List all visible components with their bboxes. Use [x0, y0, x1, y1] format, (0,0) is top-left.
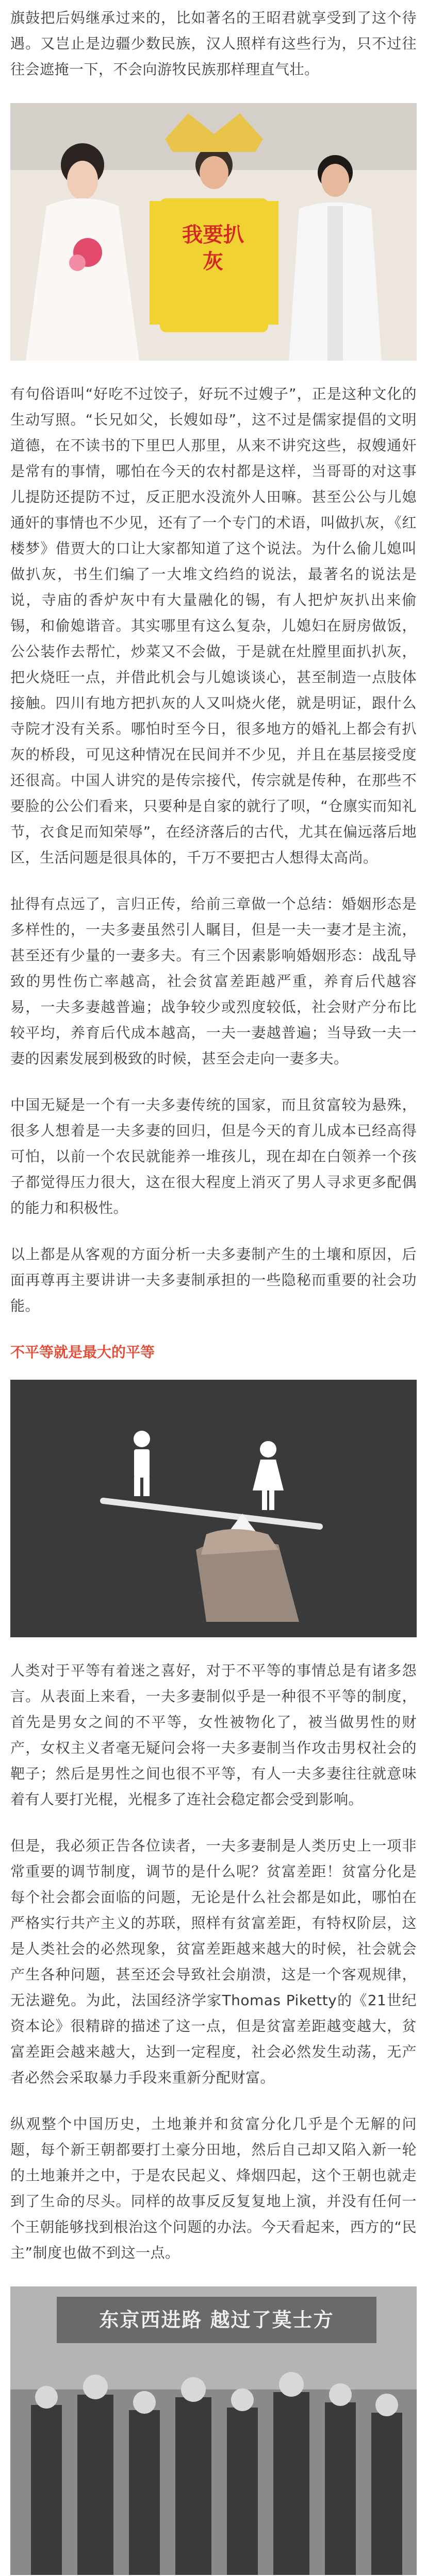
paragraph-6: 但是，我必须正告各位读者，一夫多妻制是人类历史上一项非常重要的调节制度，调节的是什么呢？贫富差距！贫富分化是每个社会都会面临的问题，无论是什么社会都是如此，哪怕在严格实行共产主义的苏联，照样有贫富差距，有特权阶层，这是人类社会的必然现象，贫富差距越来越大的时候，社会就会产生各种问题，甚至还会导致社会崩溃，这是一个客观规律，无法避免。为此，法国经济学家Thomas Piketty的《21世纪资本论》很精辟的描述了这一点，但是贫富差距越变越大，贫富差距会越来越大，达到一定程度，社会必然发生动荡，无产者必然会采取暴力手段来重新分配财富。	[10, 1837, 417, 2086]
wedding-photo	[10, 103, 417, 361]
paragraph-7: 纵观整个中国历史，土地兼并和贫富分化几乎是个无解的问题，每个新王朝都要打土豪分田地，然后自己却又陷入新一轮的土地兼并之中，于是农民起义、烽烟四起，这个王朝也就走到了生命的尽头。同样的故事反反复复地上演，并没有任何一个王朝能够找到根治这个问题的办法。今天看起来，西方的“民主”制度也做不到这一点。	[10, 2115, 417, 2261]
paragraph-3: 中国无疑是一个有一夫多妻传统的国家，而且贫富较为悬殊，很多人想着是一夫多妻的回归，但是今天的育儿成本已经高得可怕，以前一个农民就能养一堆孩儿，现在却在白领养一个孩子都觉得压力很大，这在很大程度上消灭了男人寻求更多配偶的能力和积极性。	[10, 1096, 417, 1216]
intro-paragraph: 旗鼓把后妈继承过来的，比如著名的王昭君就享受到了这个待遇。又岂止是边疆少数民族，汉人照样有这些行为，只不过往往会遮掩一下，不会向游牧民族那样理直气壮。	[10, 9, 417, 78]
sign-text: 我要扒灰	[182, 223, 244, 274]
film-banner-text: 东京西进路 越过了莫士方	[99, 2309, 334, 2331]
paragraph-4: 以上都是从客观的方面分析一夫多妻制产生的土壤和原因，后面再尊再主要讲讲一夫多妻制承担的一些隐秘而重要的社会功能。	[10, 1246, 417, 1314]
balance-illustration	[10, 1380, 417, 1637]
film-still-photo	[10, 2286, 417, 2575]
balance-scale-photo	[10, 1380, 417, 1637]
article	[10, 0, 417, 2576]
paragraph-2: 扯得有点远了，言归正传，给前三章做一个总结：婚姻形态是多样性的，一夫多妻虽然引人瞩目，但是一夫一妻才是主流，甚至还有少量的一妻多夫。有三个因素影响婚姻形态：战乱导致的男性伤亡率越高，社会贫富差距越严重，养育后代越容易，一夫多妻越普遍；战争较少或烈度较低，社会财产分布比较平均，养育后代成本越高，一夫一妻越普遍；当导致一夫一妻的因素发展到极致的时候，甚至会走向一妻多夫。	[10, 895, 417, 1067]
paragraph-5: 人类对于平等有着迷之喜好，对于不平等的事情总是有诸多怨言。从表面上来看，一夫多妻制似乎是一种很不平等的制度，首先是男女之间的不平等，女性被物化了，被当做男性的财产，女权主义者毫无疑问会将一夫多妻制当作攻击男权社会的靶子；然后是男性之间也很不平等，有人一夫多妻往往就意味着有人要打光棍，光棍多了连社会稳定都会受到影响。	[10, 1662, 417, 1808]
section-heading: 不平等就是最大的平等	[10, 1344, 155, 1361]
paragraph-1: 有句俗语叫“好吃不过饺子，好玩不过嫂子”，正是这种文化的生动写照。“长兄如父，长嫂如母”，这不过是儒家提倡的文明道德，在不读书的下里巴人那里，从来不讲究这些，叔嫂通奸是常有的事情，哪怕在今天的农村都是这样，当哥哥的对这事儿提防还提防不过，反正肥水没流外人田嘛。甚至公公与儿媳通奸的事情也不少见，还有了一个专门的术语，叫做扒灰，《红楼梦》借贾大的口让大家都知道了这个说法。为什么偷儿媳叫做扒灰，书生们编了一大堆文绉绉的说法，最著名的说法是说，寺庙的香炉灰中有大量融化的锡，有人把炉灰扒出来偷锡，和偷媳谐音。其实哪里有这么复杂，儿媳妇在厨房做饭，公公装作去帮忙，炒菜又不会做，于是就在灶膛里面扒扒灰，把火烧旺一点，并借此机会与儿媳谈谈心，甚至制造一点肢体接触。四川有地方把扒灰的人又叫烧火佬，就是明证，跟什么寺院才没有关系。哪怕时至今日，很多地方的婚礼上都会有扒灰的桥段，可见这种情况在民间并不少见，并且在基层接受度还很高。中国人讲究的是传宗接代，传宗就是传种，在那些不要脸的公公们看来，只要种是自家的就行了呗，“仓廪实而知礼节，衣食足而知荣辱”，在经济落后的古代，尤其在偏远落后地区，生活问题是很具体的，千万不要把古人想得太高尚。	[10, 385, 417, 866]
